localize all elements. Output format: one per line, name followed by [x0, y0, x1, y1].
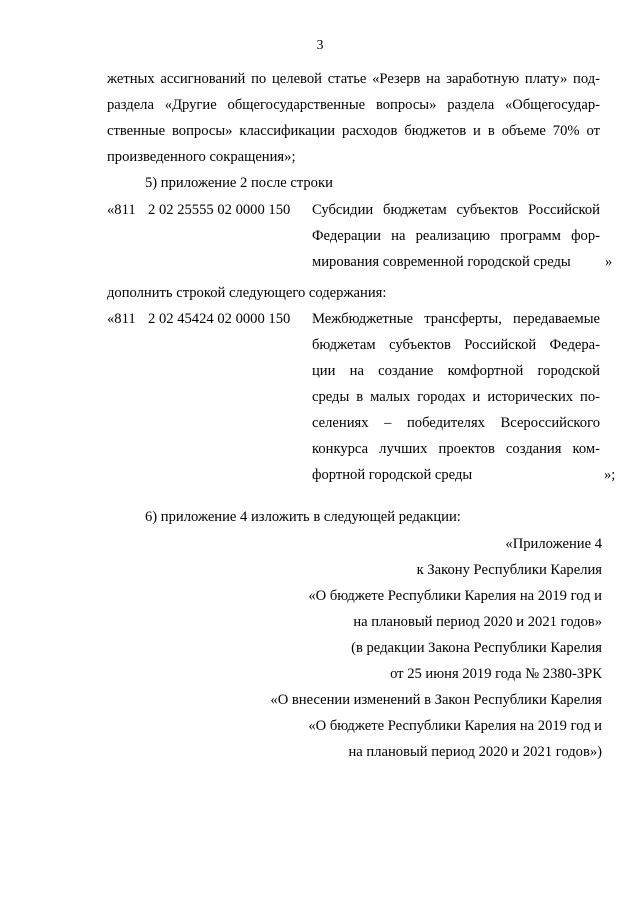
row2-desc-line-2: бюджетам субъектов Российской Федера- — [312, 337, 600, 353]
appendix-header-line-4: на плановый период 2020 и 2021 годов» — [353, 614, 602, 630]
appendix-header-line-9: на плановый период 2020 и 2021 годов») — [348, 744, 602, 760]
appendix-header-line-6: от 25 июня 2019 года № 2380-ЗРК — [390, 666, 602, 682]
appendix-header-line-3: «О бюджете Республики Карелия на 2019 год и — [308, 588, 602, 604]
row2-desc-line-4: среды в малых городах и исторических по- — [312, 389, 600, 405]
supplement-text: дополнить строкой следующего содержания: — [107, 285, 387, 301]
row2-desc-line-6: конкурса лучших проектов создания ком- — [312, 441, 600, 457]
appendix-header-line-1: «Приложение 4 — [505, 536, 602, 552]
row1-open-quote: «811 — [107, 202, 136, 218]
appendix-header-line-2: к Закону Республики Карелия — [416, 562, 602, 578]
appendix-header-line-8: «О бюджете Республики Карелия на 2019 год и — [308, 718, 602, 734]
intro-line-3: ственные вопросы» классификации расходов бюджетов и в объеме 70% от — [107, 123, 600, 139]
appendix-header-line-7: «О внесении изменений в Закон Республики Карелия — [270, 692, 602, 708]
appendix-header-line-5: (в редакции Закона Республики Карелия — [351, 640, 602, 656]
page-number: 3 — [316, 38, 324, 53]
row1-desc-line-2: Федерации на реализацию программ фор- — [312, 228, 600, 244]
item-5-heading: 5) приложение 2 после строки — [145, 175, 333, 191]
intro-line-2: раздела «Другие общегосударственные вопросы» раздела «Общегосудар- — [107, 97, 600, 113]
intro-line-4: произведенного сокращения»; — [107, 149, 296, 165]
row2-desc-line-7: фортной городской среды — [312, 467, 473, 483]
row2-open-quote: «811 — [107, 311, 136, 327]
row1-desc-line-1: Субсидии бюджетам субъектов Российской — [312, 202, 600, 218]
row1-desc-line-3: мирования современной городской среды — [312, 254, 571, 270]
row1-code: 2 02 25555 02 0000 150 — [148, 202, 291, 218]
row2-close-quote: »; — [604, 467, 616, 483]
row2-code: 2 02 45424 02 0000 150 — [148, 311, 291, 327]
row1-close-quote: » — [605, 254, 613, 270]
row2-desc-line-1: Межбюджетные трансферты, передаваемые — [312, 311, 600, 327]
row2-desc-line-5: селениях – победителях Всероссийского — [312, 415, 600, 431]
intro-line-1: жетных ассигнований по целевой статье «Резерв на заработную плату» под- — [107, 71, 600, 87]
row2-desc-line-3: ции на создание комфортной городской — [312, 363, 600, 379]
item-6-heading: 6) приложение 4 изложить в следующей редакции: — [145, 509, 461, 525]
